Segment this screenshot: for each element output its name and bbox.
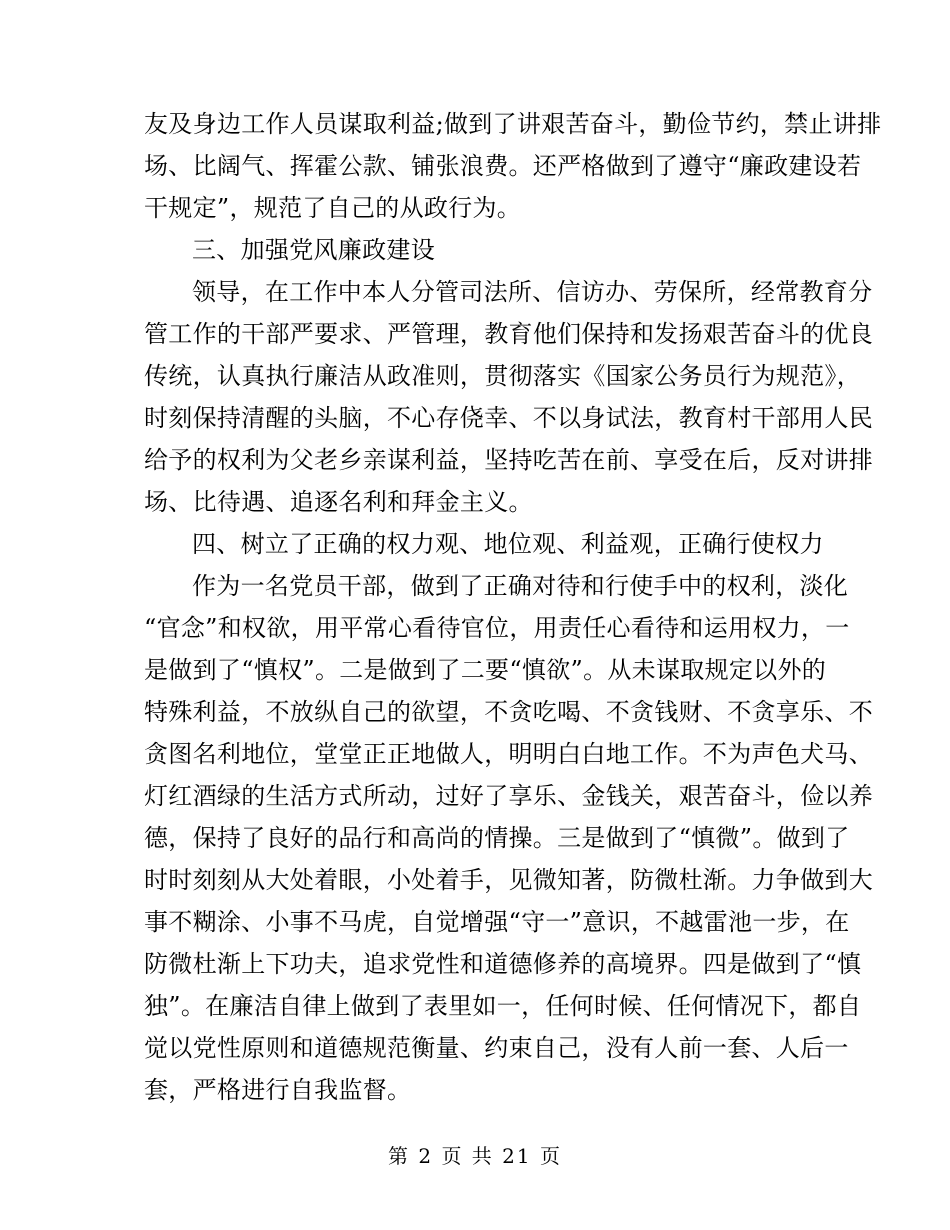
body-text-line: 德，保持了良好的品行和高尚的情操。三是做到了“慎微”。做到了 [144,824,850,852]
body-text-line: 领导，在工作中本人分管司法所、信访办、劳保所，经常教育分 [192,278,873,306]
body-text-line: 作为一名党员干部，做到了正确对待和行使手中的权利，淡化 [192,572,849,600]
body-text-line: 场、比阔气、挥霍公款、铺张浪费。还严格做到了遵守“廉政建设若 [144,152,862,180]
body-text-line: 灯红酒绿的生活方式所动，过好了享乐、金钱关，艰苦奋斗，俭以养 [144,782,873,810]
body-text-line: 觉以党性原则和道德规范衡量、约束自己，没有人前一套、人后一 [144,1034,849,1062]
section-heading: 三、加强党风廉政建设 [192,236,435,264]
body-text-line: 干规定”，规范了自己的从政行为。 [144,194,522,222]
body-text-line: 给予的权利为父老乡亲谋利益，坚持吃苦在前、享受在后，反对讲排 [144,446,873,474]
page-number-footer: 第 2 页 共 21 页 [388,1144,562,1168]
body-text-line: 特殊利益，不放纵自己的欲望，不贪吃喝、不贪钱财、不贪享乐、不 [144,698,873,726]
body-text-line: 套，严格进行自我监督。 [144,1076,412,1104]
body-text-line: 管工作的干部严要求、严管理，教育他们保持和发扬艰苦奋斗的优良 [144,320,873,348]
body-text-line: 独”。在廉洁自律上做到了表里如一，任何时候、任何情况下，都自 [144,992,862,1020]
section-heading: 四、树立了正确的权力观、地位观、利益观，正确行使权力 [192,530,824,558]
body-text-line: 时刻保持清醒的头脑，不心存侥幸、不以身试法，教育村干部用人民 [144,404,873,432]
body-text-line: 防微杜渐上下功夫，追求党性和道德修养的高境界。四是做到了“慎 [144,950,862,978]
body-text-line: 贪图名利地位，堂堂正正地做人，明明白白地工作。不为声色犬马、 [144,740,873,768]
body-text-line: 场、比待遇、追逐名利和拜金主义。 [144,488,533,516]
body-text-line: 友及身边工作人员谋取利益;做到了讲艰苦奋斗，勤俭节约，禁止讲排 [144,110,882,138]
body-text-line: “官念”和权欲，用平常心看待官位，用责任心看待和运用权力，一 [144,614,850,642]
body-text-line: 时时刻刻从大处着眼，小处着手，见微知著，防微杜渐。力争做到大 [144,866,873,894]
body-text-line: 事不糊涂、小事不马虎，自觉增强“守一”意识，不越雷池一步，在 [144,908,850,936]
body-text-line: 是做到了“慎权”。二是做到了二要“慎欲”。从未谋取规定以外的 [144,656,827,684]
body-text-line: 传统，认真执行廉洁从政准则，贯彻落实《国家公务员行为规范》， [144,362,861,390]
